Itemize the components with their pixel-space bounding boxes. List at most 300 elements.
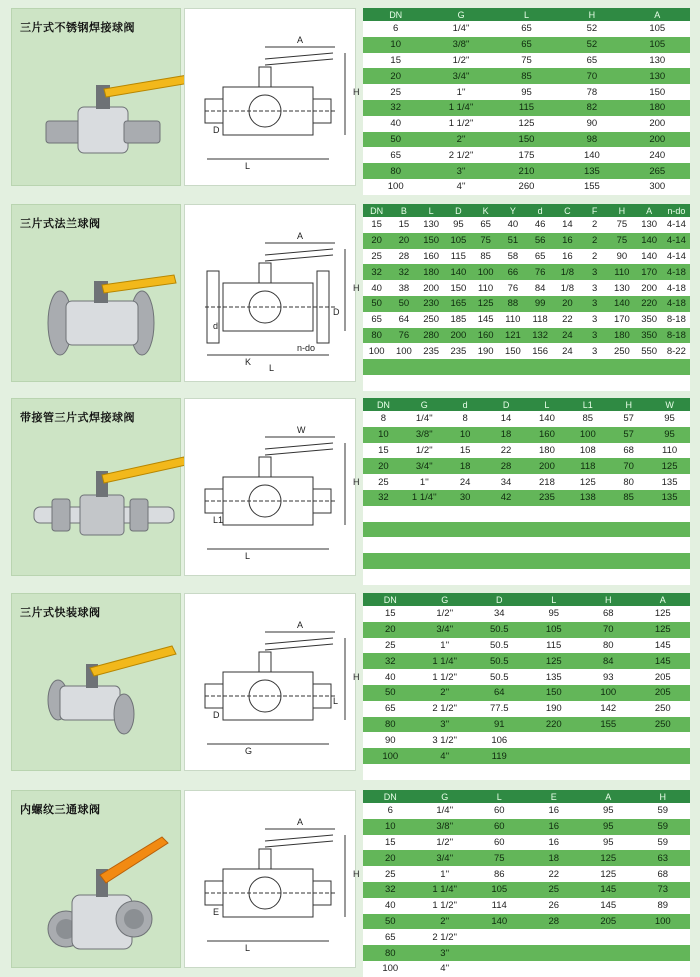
table-cell [527, 359, 554, 375]
table-cell: 145 [581, 898, 636, 914]
table-cell: 6 [363, 803, 418, 819]
table-cell: 90 [363, 732, 418, 748]
table-cell [608, 537, 649, 553]
table-cell: 32 [363, 882, 418, 898]
table-cell: 100 [363, 748, 418, 764]
table-cell [581, 945, 636, 961]
table-cell [390, 375, 417, 391]
dimension-label: L1 [213, 515, 224, 525]
table-cell [636, 945, 691, 961]
table-cell: 95 [494, 84, 559, 100]
table-cell: 80 [363, 163, 428, 179]
table-cell [499, 375, 526, 391]
table-cell: 76 [390, 328, 417, 344]
table-cell: 25 [363, 84, 428, 100]
table-cell: 86 [472, 866, 527, 882]
table-cell: 65 [363, 929, 418, 945]
table-cell: 3/4'' [418, 850, 473, 866]
dimension-label: H [353, 87, 360, 97]
column-header: B [390, 204, 417, 217]
table-cell: 57 [608, 411, 649, 427]
table-row [363, 866, 690, 882]
table-cell [404, 506, 445, 522]
table-cell: 40 [499, 217, 526, 233]
table-cell: 130 [418, 217, 445, 233]
table-cell: 300 [625, 179, 690, 195]
table-cell: 200 [527, 458, 568, 474]
table-cell [472, 359, 499, 375]
column-header: DN [363, 398, 404, 411]
dimension-drawing [205, 231, 360, 373]
valve-photo [48, 837, 168, 949]
table-cell [636, 375, 663, 391]
table-cell [404, 569, 445, 585]
table-cell: 220 [527, 717, 582, 733]
column-header: G [418, 790, 473, 803]
table-cell: 3'' [428, 163, 493, 179]
product-title: 三片式快装球阀 [20, 606, 101, 619]
column-header: DN [363, 593, 418, 606]
table-cell: 3/8'' [404, 427, 445, 443]
table-cell: 51 [499, 233, 526, 249]
table-cell: 8-18 [663, 328, 690, 344]
spec-table [363, 8, 690, 193]
table-cell: 170 [636, 264, 663, 280]
table-cell: 205 [581, 914, 636, 930]
table-cell: 24 [554, 328, 581, 344]
dimension-label: d [213, 321, 219, 331]
valve-photo [46, 75, 190, 153]
table-cell: 155 [559, 179, 624, 195]
table-cell: 3 [581, 264, 608, 280]
table-cell: 105 [625, 37, 690, 53]
table-row [363, 217, 690, 233]
table-cell [581, 961, 636, 977]
table-cell: 2 [581, 217, 608, 233]
table-cell: 3 [581, 328, 608, 344]
dimension-label: G [245, 746, 253, 756]
table-row [363, 443, 690, 459]
product-photo-panel [11, 593, 181, 771]
table-cell [649, 553, 690, 569]
table-cell: 8 [363, 411, 404, 427]
table-cell: 8 [445, 411, 486, 427]
table-cell: 180 [608, 328, 635, 344]
spec-table [363, 398, 690, 576]
table-cell [649, 569, 690, 585]
table-cell: 32 [363, 490, 404, 506]
table-cell: 1/4'' [428, 21, 493, 37]
spec-table [363, 790, 690, 975]
table-row [363, 84, 690, 100]
dimension-drawing [205, 425, 360, 561]
column-header: F [581, 204, 608, 217]
table-cell: 280 [418, 328, 445, 344]
table-cell: 165 [445, 296, 472, 312]
table-cell: 1 1/4'' [418, 653, 473, 669]
table-cell [363, 522, 404, 538]
table-cell: 24 [445, 474, 486, 490]
table-cell: 130 [625, 68, 690, 84]
table-cell: 38 [390, 280, 417, 296]
table-cell: 63 [636, 850, 691, 866]
column-header: C [554, 204, 581, 217]
column-header: L [527, 398, 568, 411]
table-cell: 42 [486, 490, 527, 506]
table-cell: 73 [636, 882, 691, 898]
table-cell [486, 506, 527, 522]
table-cell: 160 [527, 427, 568, 443]
spec-table [363, 204, 690, 382]
table-cell: 50 [363, 296, 390, 312]
table-cell: 1/8 [554, 264, 581, 280]
table-cell: 50.5 [472, 638, 527, 654]
table-cell: 70 [581, 622, 636, 638]
table-cell: 93 [581, 669, 636, 685]
table-row [363, 945, 690, 961]
table-row [363, 803, 690, 819]
table-cell: 210 [494, 163, 559, 179]
table-cell: 66 [499, 264, 526, 280]
table-cell: 150 [445, 280, 472, 296]
table-cell: 125 [636, 606, 691, 622]
table-cell: 25 [527, 882, 582, 898]
column-header: H [559, 8, 624, 21]
dimension-label: L [269, 363, 275, 373]
spec-table [363, 593, 690, 771]
table-cell: 110 [472, 280, 499, 296]
table-cell: 80 [363, 945, 418, 961]
table-cell: 95 [649, 411, 690, 427]
table-row [363, 21, 690, 37]
table-cell: 89 [636, 898, 691, 914]
table-cell: 20 [363, 233, 390, 249]
table-row [363, 427, 690, 443]
table-cell: 1/2'' [404, 443, 445, 459]
column-header: W [649, 398, 690, 411]
table-cell [445, 506, 486, 522]
table-cell: 14 [554, 217, 581, 233]
dimension-label: E [213, 907, 220, 917]
table-cell: 155 [581, 717, 636, 733]
table-row [363, 553, 690, 569]
table-row [363, 537, 690, 553]
table-cell: 46 [527, 217, 554, 233]
table-cell: 230 [418, 296, 445, 312]
table-cell: 95 [527, 606, 582, 622]
table-cell: 95 [581, 803, 636, 819]
table-cell: 205 [636, 685, 691, 701]
table-cell [567, 569, 608, 585]
table-cell: 135 [649, 474, 690, 490]
table-cell [663, 359, 690, 375]
table-cell: 145 [581, 882, 636, 898]
table-cell: 145 [636, 653, 691, 669]
table-cell: 8-22 [663, 343, 690, 359]
table-cell: 2'' [418, 685, 473, 701]
table-row [363, 653, 690, 669]
table-cell: 115 [445, 249, 472, 265]
dimension-label: H [353, 869, 360, 879]
table-cell: 100 [390, 343, 417, 359]
table-cell [581, 748, 636, 764]
dimension-label: H [353, 283, 360, 293]
table-cell: 34 [472, 606, 527, 622]
table-cell: 2 1/2'' [418, 929, 473, 945]
table-cell: 150 [527, 685, 582, 701]
table-cell: 100 [581, 685, 636, 701]
column-header: H [608, 204, 635, 217]
table-row [363, 179, 690, 195]
table-cell [554, 375, 581, 391]
table-cell: 108 [567, 443, 608, 459]
table-cell: 77.5 [472, 701, 527, 717]
table-cell: 95 [581, 835, 636, 851]
table-row [363, 569, 690, 585]
table-row [363, 717, 690, 733]
table-cell: 1/2'' [418, 835, 473, 851]
column-header: A [625, 8, 690, 21]
table-cell [663, 375, 690, 391]
table-cell: 56 [527, 233, 554, 249]
table-row [363, 835, 690, 851]
table-cell [581, 764, 636, 780]
table-cell [527, 929, 582, 945]
table-cell: 8-18 [663, 312, 690, 328]
table-cell: 2'' [418, 914, 473, 930]
diagram-panel [184, 8, 360, 186]
table-cell [567, 537, 608, 553]
table-cell: 34 [486, 474, 527, 490]
table-cell: 4-18 [663, 280, 690, 296]
table-cell [418, 764, 473, 780]
table-cell: 50 [363, 914, 418, 930]
table-cell: 220 [636, 296, 663, 312]
table-cell: 200 [636, 280, 663, 296]
table-cell: 20 [554, 296, 581, 312]
table-cell [608, 569, 649, 585]
table-cell: 78 [559, 84, 624, 100]
table-cell [649, 506, 690, 522]
table-row [363, 606, 690, 622]
table-cell: 250 [418, 312, 445, 328]
table-row [363, 411, 690, 427]
table-cell: 50 [363, 685, 418, 701]
table-cell: 75 [494, 53, 559, 69]
table-cell: 75 [472, 850, 527, 866]
table-cell: 190 [527, 701, 582, 717]
table-cell: 180 [527, 443, 568, 459]
table-cell: 24 [554, 343, 581, 359]
table-cell: 18 [527, 850, 582, 866]
table-cell: 140 [472, 914, 527, 930]
table-cell [636, 961, 691, 977]
table-cell: 60 [472, 819, 527, 835]
table-cell: 110 [649, 443, 690, 459]
table-cell: 68 [636, 866, 691, 882]
table-cell: 25 [363, 866, 418, 882]
table-cell [445, 375, 472, 391]
table-cell [527, 537, 568, 553]
dimension-label: H [353, 477, 360, 487]
table-cell: 3'' [418, 717, 473, 733]
table-cell: 25 [363, 638, 418, 654]
table-cell: 40 [363, 116, 428, 132]
table-cell: 90 [608, 249, 635, 265]
table-row [363, 375, 690, 391]
table-cell [445, 537, 486, 553]
dimension-label: W [297, 425, 306, 435]
table-cell: 20 [363, 850, 418, 866]
table-cell: 140 [445, 264, 472, 280]
table-cell: 65 [494, 37, 559, 53]
table-cell [404, 537, 445, 553]
table-cell: 91 [472, 717, 527, 733]
table-cell: 88 [499, 296, 526, 312]
table-row [363, 68, 690, 84]
table-cell: 2 [581, 233, 608, 249]
table-row [363, 701, 690, 717]
table-cell: 150 [418, 233, 445, 249]
table-cell: 114 [472, 898, 527, 914]
table-cell: 2 [581, 249, 608, 265]
table-cell: 100 [636, 914, 691, 930]
table-cell [363, 359, 390, 375]
dimension-label: A [297, 35, 304, 45]
table-cell: 4-14 [663, 233, 690, 249]
table-cell: 180 [418, 264, 445, 280]
table-cell: 145 [472, 312, 499, 328]
table-row [363, 748, 690, 764]
table-row [363, 100, 690, 116]
table-cell [445, 359, 472, 375]
table-cell: 1/4'' [404, 411, 445, 427]
table-cell: 3'' [418, 945, 473, 961]
table-cell [527, 945, 582, 961]
table-cell: 3/4'' [428, 68, 493, 84]
table-row [363, 490, 690, 506]
table-cell: 50.5 [472, 669, 527, 685]
column-header: H [608, 398, 649, 411]
table-cell: 350 [636, 328, 663, 344]
dimension-label: L [245, 161, 251, 171]
table-cell [363, 764, 418, 780]
table-cell: 60 [472, 835, 527, 851]
column-header: D [445, 204, 472, 217]
table-cell: 15 [363, 443, 404, 459]
table-cell: 82 [559, 100, 624, 116]
table-cell: 135 [649, 490, 690, 506]
table-cell [363, 375, 390, 391]
table-cell: 22 [554, 312, 581, 328]
table-cell: 95 [581, 819, 636, 835]
table-cell: 28 [390, 249, 417, 265]
table-cell [527, 553, 568, 569]
table-cell: 50.5 [472, 622, 527, 638]
table-cell [649, 522, 690, 538]
table-cell [418, 375, 445, 391]
table-cell: 1'' [418, 866, 473, 882]
table-cell: 121 [499, 328, 526, 344]
table-cell: 1'' [404, 474, 445, 490]
table-cell: 125 [494, 116, 559, 132]
table-cell [445, 522, 486, 538]
table-cell [554, 359, 581, 375]
table-cell: 130 [608, 280, 635, 296]
table-cell [363, 506, 404, 522]
table-cell [418, 359, 445, 375]
valve-photo [48, 646, 176, 734]
table-cell: 18 [486, 427, 527, 443]
table-cell [636, 764, 691, 780]
table-cell: 150 [499, 343, 526, 359]
table-cell: 105 [527, 622, 582, 638]
table-cell: 175 [494, 147, 559, 163]
table-cell: 200 [445, 328, 472, 344]
table-cell [363, 553, 404, 569]
table-cell: 40 [363, 898, 418, 914]
table-cell: 190 [472, 343, 499, 359]
table-cell: 65 [494, 21, 559, 37]
table-cell: 260 [494, 179, 559, 195]
table-cell: 105 [625, 21, 690, 37]
table-cell: 80 [608, 474, 649, 490]
table-cell [567, 506, 608, 522]
table-cell: 235 [527, 490, 568, 506]
table-cell [472, 375, 499, 391]
table-cell: 59 [636, 819, 691, 835]
product-title: 内螺纹三通球阀 [20, 803, 101, 816]
column-header: n-do [663, 204, 690, 217]
table-cell [486, 553, 527, 569]
table-row [363, 458, 690, 474]
dimension-label: L [245, 551, 251, 561]
table-cell [636, 748, 691, 764]
table-row [363, 264, 690, 280]
table-cell [608, 375, 635, 391]
table-cell: 65 [472, 217, 499, 233]
table-cell: 1 1/4'' [418, 882, 473, 898]
table-cell: 57 [608, 427, 649, 443]
table-cell: 75 [472, 233, 499, 249]
product-title: 带接管三片式焊接球阀 [20, 411, 135, 424]
table-cell: 70 [559, 68, 624, 84]
column-header: G [418, 593, 473, 606]
table-cell: 4'' [418, 748, 473, 764]
table-cell: 150 [494, 132, 559, 148]
diagram-panel [184, 593, 360, 771]
table-row [363, 233, 690, 249]
table-cell: 15 [363, 217, 390, 233]
dimension-label: D [213, 125, 220, 135]
table-cell: 84 [581, 653, 636, 669]
table-cell: 15 [363, 53, 428, 69]
table-cell [472, 961, 527, 977]
table-cell: 3/4'' [404, 458, 445, 474]
table-cell [527, 522, 568, 538]
table-cell: 1 1/4'' [428, 100, 493, 116]
table-cell: 16 [527, 819, 582, 835]
table-cell: 1 1/4'' [404, 490, 445, 506]
table-cell: 3 1/2'' [418, 732, 473, 748]
dimension-label: A [297, 817, 304, 827]
table-cell [472, 929, 527, 945]
table-cell: 30 [445, 490, 486, 506]
table-cell: 85 [608, 490, 649, 506]
table-cell: 20 [363, 458, 404, 474]
table-cell: 1/2'' [418, 606, 473, 622]
column-header: L [472, 790, 527, 803]
